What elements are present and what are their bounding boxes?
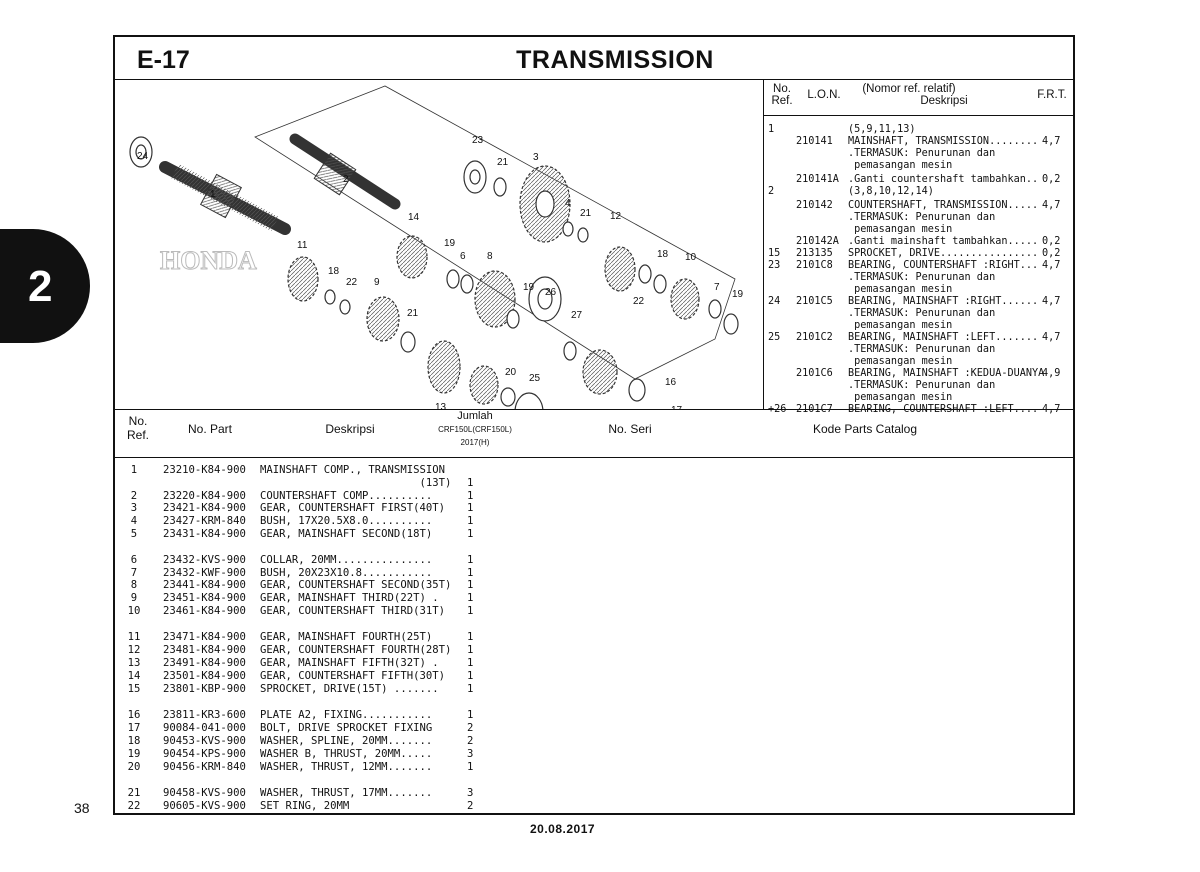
parts-row	[115, 800, 1073, 813]
frt-desc: .TERMASUK: Penurunan dan	[848, 212, 996, 223]
frt-row	[764, 368, 1074, 380]
quantity: 1	[467, 683, 474, 695]
callout-20: 20	[505, 367, 517, 378]
parts-header-part: No. Part	[187, 422, 232, 436]
frt-desc: pemasangan mesin	[848, 356, 953, 367]
part-description: COLLAR, 20MM...............	[260, 554, 433, 566]
frt-value: 0,2	[1042, 248, 1061, 259]
part-description: BOLT, DRIVE SPROCKET FIXING	[260, 722, 433, 734]
frt-lon: 210141	[796, 136, 833, 147]
section-title: TRANSMISSION	[516, 46, 714, 74]
ref-number: 18	[127, 735, 141, 747]
parts-header-catalog: Kode Parts Catalog	[812, 422, 918, 436]
quantity: 1	[467, 515, 474, 527]
ref-number: 3	[130, 502, 138, 514]
parts-row	[115, 515, 1073, 528]
frt-row	[764, 212, 1074, 224]
frt-row	[764, 124, 1074, 136]
callout-27: 27	[571, 310, 583, 321]
frt-desc: pemasangan mesin	[848, 320, 953, 331]
parts-row	[115, 709, 1073, 722]
callout-10: 10	[685, 252, 697, 263]
frt-ref: 15	[768, 248, 781, 259]
part-number: 90454-KPS-900	[163, 748, 246, 760]
callout-19: 19	[523, 282, 535, 293]
section-header	[115, 37, 1073, 80]
quantity: 1	[467, 490, 474, 502]
section-tab-number: 2	[28, 262, 53, 311]
parts-header-model: CRF150L(CRF150L)	[438, 425, 512, 434]
callout-16: 16	[665, 377, 677, 388]
parts-row	[115, 528, 1073, 541]
parts-row	[115, 464, 1073, 477]
part-number: 23210-K84-900	[163, 464, 246, 476]
assembly-outline	[255, 86, 735, 379]
frt-header-nomor: (Nomor ref. relatif)	[862, 83, 956, 95]
ref-number: 7	[130, 567, 138, 579]
part-description: MAINSHAFT COMP., TRANSMISSION	[260, 464, 445, 476]
frt-row	[764, 174, 1074, 186]
parts-header-seri: No. Seri	[608, 422, 652, 436]
callout-21: 21	[580, 208, 592, 219]
frt-row	[764, 392, 1074, 404]
callout-3: 3	[533, 152, 539, 163]
part-number: 90453-KVS-900	[163, 735, 246, 747]
frt-row	[764, 148, 1074, 160]
frt-row	[764, 380, 1074, 392]
frt-value: 4,7	[1042, 260, 1061, 271]
callout-25: 25	[529, 373, 541, 384]
frt-value: 4,7	[1042, 296, 1061, 307]
part-number: 23220-K84-900	[163, 490, 246, 502]
parts-header-deskripsi: Deskripsi	[325, 422, 375, 436]
parts-row	[115, 722, 1073, 735]
frt-row	[764, 332, 1074, 344]
ref-number: 22	[127, 800, 141, 812]
mainshaft	[165, 167, 285, 229]
part-description: WASHER B, THRUST, 20MM.....	[260, 748, 433, 760]
part-number: 23471-K84-900	[163, 631, 246, 643]
part-number: 23451-K84-900	[163, 592, 246, 604]
frt-header-deskripsi: Deskripsi	[920, 95, 968, 107]
parts-row	[115, 605, 1073, 618]
diagram-svg	[115, 79, 763, 409]
parts-row	[115, 657, 1073, 670]
callout-8: 8	[487, 251, 493, 262]
ref-number: 2	[130, 490, 138, 502]
frt-header-frt: F.R.T.	[1037, 89, 1067, 101]
quantity: 3	[467, 787, 474, 799]
callout-2: 2	[343, 174, 349, 185]
frt-row	[764, 224, 1074, 236]
part-number: 23441-K84-900	[163, 579, 246, 591]
frt-value: 4,7	[1042, 200, 1061, 211]
frt-ref: 23	[768, 260, 781, 271]
frt-desc: BEARING, MAINSHAFT :RIGHT......	[848, 296, 1039, 307]
parts-row	[115, 592, 1073, 605]
frt-value: 0,2	[1042, 236, 1061, 247]
part-number: 23432-KVS-900	[163, 554, 246, 566]
frt-row	[764, 272, 1074, 284]
frt-desc: .TERMASUK: Penurunan dan	[848, 308, 996, 319]
callout-24: 24	[137, 151, 149, 162]
frt-desc: pemasangan mesin	[848, 160, 953, 171]
ref-number: 21	[127, 787, 141, 799]
quantity: 2	[467, 722, 474, 734]
part-number: 90605-KVS-900	[163, 800, 246, 812]
part-description: SPROCKET, DRIVE(15T) .......	[260, 683, 439, 695]
callout-22: 22	[346, 277, 358, 288]
parts-row	[115, 735, 1073, 748]
parts-header-ref: Ref.	[126, 428, 149, 442]
frt-desc: BEARING, MAINSHAFT :KEDUA-DUANYA	[848, 368, 1045, 379]
frt-desc: .Ganti countershaft tambahkan..	[848, 174, 1039, 185]
part-number: 23801-KBP-900	[163, 683, 246, 695]
part-description: GEAR, COUNTERSHAFT FIFTH(30T)	[260, 670, 445, 682]
part-description: SET RING, 20MM	[260, 800, 350, 812]
quantity: 1	[467, 567, 474, 579]
frt-lon: 210141A	[796, 174, 839, 185]
callout-4: 4	[565, 198, 571, 209]
part-number: 23427-KRM-840	[163, 515, 246, 527]
frt-desc: pemasangan mesin	[848, 392, 953, 403]
part-number: 23431-K84-900	[163, 528, 246, 540]
frt-desc: (5,9,11,13)	[848, 124, 916, 135]
quantity: 1	[467, 657, 474, 669]
callout-23: 23	[472, 135, 484, 146]
frt-value: 4,7	[1042, 136, 1061, 147]
ref-number: 8	[130, 579, 138, 591]
part-description: GEAR, COUNTERSHAFT THIRD(31T)	[260, 605, 445, 617]
frt-value: 4,9	[1042, 368, 1061, 379]
frt-row	[764, 160, 1074, 172]
frt-desc: BEARING, COUNTERSHAFT :RIGHT...	[848, 260, 1039, 271]
callout-9: 9	[374, 277, 380, 288]
ref-number: 15	[127, 683, 141, 695]
parts-header	[115, 409, 1073, 458]
callout-22: 22	[633, 296, 645, 307]
part-description: GEAR, MAINSHAFT FIFTH(32T) .	[260, 657, 439, 669]
frt-lon: 2101C2	[796, 332, 833, 343]
parts-row	[115, 761, 1073, 774]
frt-desc: .TERMASUK: Penurunan dan	[848, 344, 996, 355]
quantity: 1	[467, 477, 474, 489]
honda-watermark: HONDA	[160, 246, 257, 275]
frt-table	[763, 79, 1074, 415]
callout-6: 6	[460, 251, 466, 262]
frt-row	[764, 308, 1074, 320]
quantity: 1	[467, 592, 474, 604]
ref-number: 1	[130, 464, 138, 476]
parts-row	[115, 748, 1073, 761]
frt-row	[764, 260, 1074, 272]
parts-row	[115, 477, 1073, 490]
quantity: 2	[467, 735, 474, 747]
frt-ref: +26	[768, 404, 787, 415]
frt-header	[764, 79, 1074, 116]
exploded-diagram	[115, 79, 763, 409]
frt-desc: COUNTERSHAFT, TRANSMISSION.....	[848, 200, 1039, 211]
frt-lon: 2101C5	[796, 296, 833, 307]
frt-row	[764, 186, 1074, 198]
part-description: GEAR, COUNTERSHAFT FIRST(40T)	[260, 502, 445, 514]
parts-header-year: 2017(H)	[460, 438, 490, 447]
quantity: 1	[467, 579, 474, 591]
frt-header-ref: Ref.	[771, 95, 793, 107]
parts-row	[115, 683, 1073, 696]
quantity: 1	[467, 554, 474, 566]
quantity: 1	[467, 605, 474, 617]
frt-row	[764, 136, 1074, 148]
frt-lon: 2101C6	[796, 368, 833, 379]
ref-number: 6	[130, 554, 138, 566]
part-number: 23481-K84-900	[163, 644, 246, 656]
part-number: 23491-K84-900	[163, 657, 246, 669]
part-description: WASHER, THRUST, 12MM.......	[260, 761, 433, 773]
parts-row	[115, 787, 1073, 800]
frt-desc: MAINSHAFT, TRANSMISSION........	[848, 136, 1039, 147]
quantity: 1	[467, 709, 474, 721]
callout-14: 14	[408, 212, 420, 223]
frt-row	[764, 344, 1074, 356]
quantity: 1	[467, 528, 474, 540]
section-code: E-17	[137, 46, 190, 74]
callout-19: 19	[444, 238, 456, 249]
parts-header-jumlah: Jumlah	[457, 410, 493, 422]
frt-ref: 2	[768, 186, 775, 197]
part-number: 23501-K84-900	[163, 670, 246, 682]
ref-number: 17	[127, 722, 141, 734]
part-number: 90458-KVS-900	[163, 787, 246, 799]
frt-desc: BEARING, COUNTERSHAFT :LEFT....	[848, 404, 1039, 415]
quantity: 1	[467, 670, 474, 682]
ref-number: 10	[127, 605, 141, 617]
ref-number: 5	[130, 528, 138, 540]
frt-value: 4,7	[1042, 332, 1061, 343]
frt-row	[764, 356, 1074, 368]
part-description: GEAR, COUNTERSHAFT SECOND(35T)	[260, 579, 452, 591]
part-number: 23421-K84-900	[163, 502, 246, 514]
part-description: WASHER, SPLINE, 20MM.......	[260, 735, 433, 747]
parts-row	[115, 554, 1073, 567]
parts-row	[115, 644, 1073, 657]
frt-row	[764, 284, 1074, 296]
callout-18: 18	[657, 249, 669, 260]
page-number: 38	[74, 800, 90, 816]
frt-desc: (3,8,10,12,14)	[848, 186, 934, 197]
frt-lon: 213135	[796, 248, 833, 259]
frt-desc: .Ganti mainshaft tambahkan.....	[848, 236, 1039, 247]
quantity: 1	[467, 644, 474, 656]
ref-number: 4	[130, 515, 138, 527]
quantity: 3	[467, 748, 474, 760]
publish-date: 20.08.2017	[530, 822, 596, 836]
frt-lon: 2101C8	[796, 260, 833, 271]
callout-18: 18	[328, 266, 340, 277]
part-description: (13T)	[260, 477, 452, 489]
callout-21: 21	[497, 157, 509, 168]
callout-1: 1	[210, 189, 216, 200]
parts-row	[115, 631, 1073, 644]
parts-row	[115, 579, 1073, 592]
parts-header-no: No.	[128, 414, 148, 428]
frt-desc: SPROCKET, DRIVE................	[848, 248, 1039, 259]
part-number: 23432-KWF-900	[163, 567, 246, 579]
callout-11: 11	[297, 240, 308, 251]
frt-header-no: No.	[773, 83, 791, 95]
callout-19: 19	[732, 289, 744, 300]
part-description: BUSH, 17X20.5X8.0..........	[260, 515, 433, 527]
quantity: 1	[467, 761, 474, 773]
part-description: COUNTERSHAFT COMP..........	[260, 490, 433, 502]
frt-lon: 210142	[796, 200, 833, 211]
frt-ref: 25	[768, 332, 781, 343]
parts-row	[115, 502, 1073, 515]
callout-26: 26	[545, 287, 557, 298]
frt-row	[764, 200, 1074, 212]
part-description: PLATE A2, FIXING...........	[260, 709, 433, 721]
part-description: GEAR, MAINSHAFT FOURTH(25T)	[260, 631, 433, 643]
frt-value: 0,2	[1042, 174, 1061, 185]
frt-desc: BEARING, MAINSHAFT :LEFT.......	[848, 332, 1039, 343]
frt-row	[764, 248, 1074, 260]
frt-row	[764, 236, 1074, 248]
part-number: 23461-K84-900	[163, 605, 246, 617]
part-description: WASHER, THRUST, 17MM.......	[260, 787, 433, 799]
parts-row	[115, 670, 1073, 683]
frt-row	[764, 296, 1074, 308]
frt-desc: .TERMASUK: Penurunan dan	[848, 272, 996, 283]
ref-number: 13	[127, 657, 141, 669]
ref-number: 16	[127, 709, 141, 721]
ref-number: 12	[127, 644, 141, 656]
ref-number: 11	[127, 631, 141, 643]
frt-desc: pemasangan mesin	[848, 284, 953, 295]
callout-7: 7	[714, 282, 720, 293]
quantity: 1	[467, 631, 474, 643]
frt-desc: .TERMASUK: Penurunan dan	[848, 148, 996, 159]
part-number: 90456-KRM-840	[163, 761, 246, 773]
part-number: 90084-041-000	[163, 722, 246, 734]
callout-21: 21	[407, 308, 419, 319]
part-description: GEAR, MAINSHAFT SECOND(18T)	[260, 528, 433, 540]
frt-ref: 24	[768, 296, 781, 307]
part-description: BUSH, 20X23X10.8...........	[260, 567, 433, 579]
ref-number: 14	[127, 670, 141, 682]
ref-number: 9	[130, 592, 138, 604]
part-description: GEAR, COUNTERSHAFT FOURTH(28T)	[260, 644, 452, 656]
callout-13: 13	[435, 402, 447, 409]
quantity: 1	[467, 502, 474, 514]
part-number: 23811-KR3-600	[163, 709, 246, 721]
frt-lon: 210142A	[796, 236, 839, 247]
ref-number: 19	[127, 748, 141, 760]
frt-desc: .TERMASUK: Penurunan dan	[848, 380, 996, 391]
ref-number: 20	[127, 761, 141, 773]
frt-desc: pemasangan mesin	[848, 224, 953, 235]
frt-lon: 2101C7	[796, 404, 833, 415]
part-description: GEAR, MAINSHAFT THIRD(22T) .	[260, 592, 439, 604]
catalog-frame	[113, 35, 1075, 815]
frt-value: 4,7	[1042, 404, 1061, 415]
frt-header-lon: L.O.N.	[807, 89, 841, 101]
frt-row	[764, 320, 1074, 332]
frt-ref: 1	[768, 124, 775, 135]
callout-12: 12	[610, 211, 622, 222]
quantity: 2	[467, 800, 474, 812]
